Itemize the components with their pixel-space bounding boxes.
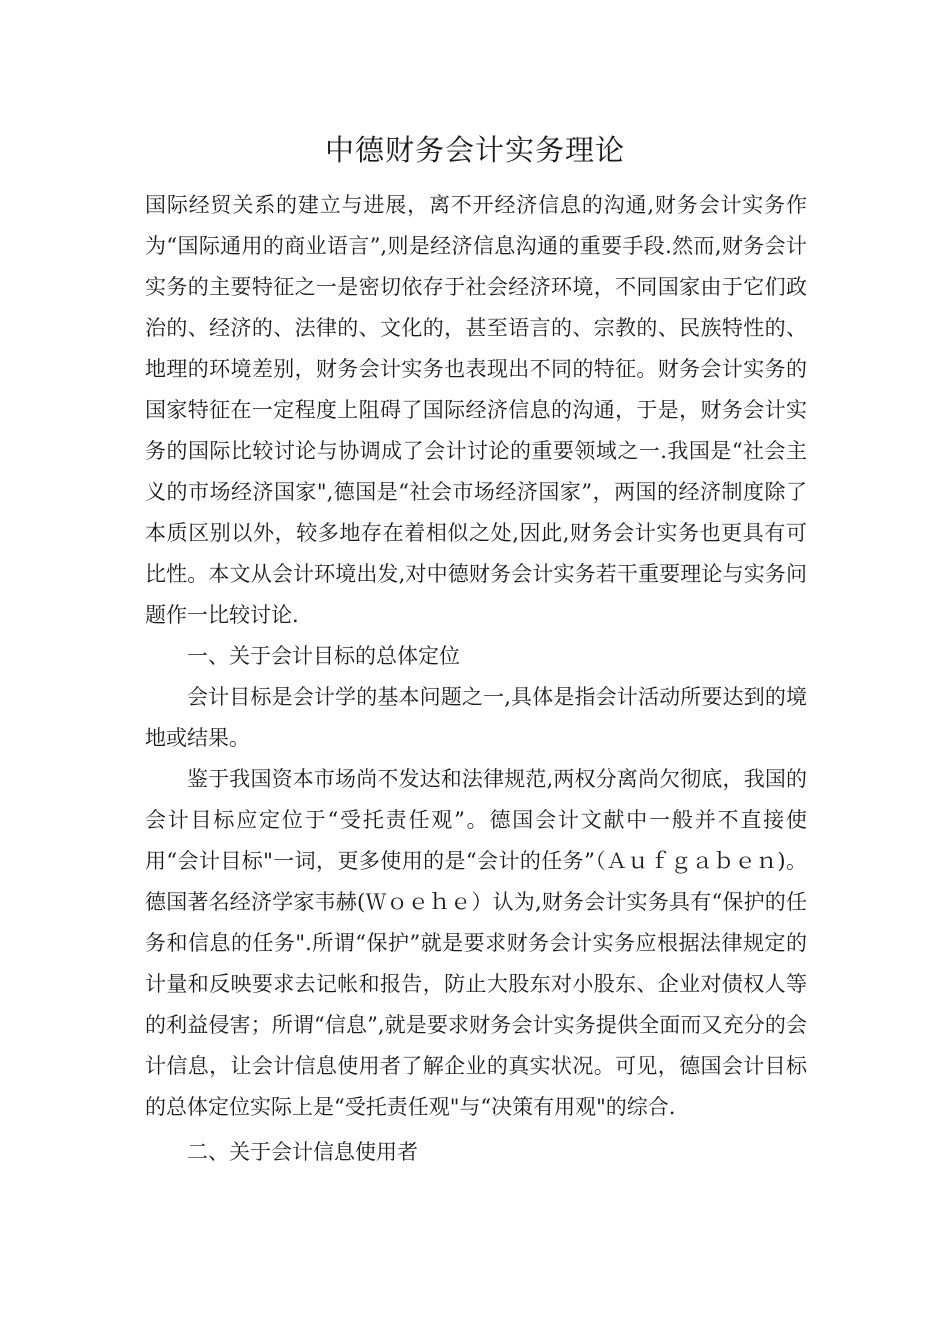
section-heading-2: 二、关于会计信息使用者 <box>187 1140 418 1164</box>
document-title: 中德财务会计实务理论 <box>324 133 625 167</box>
document-body <box>145 185 807 1173</box>
section-heading-1: 一、关于会计目标的总体定位 <box>187 644 460 668</box>
intro-paragraph: 国际经贸关系的建立与进展，离不开经济信息的沟通,财务会计实务作为“国际通用的商业语言”,则是经济信息沟通的重要手段.然而,财务会计实务的主要特征之一是密切依存于社会经济环境，不同国家由于它们政治的、经济的、法律的、文化的，甚至语言的、宗教的、民族特性的、地理的环境差别，财务会计实务也表现出不同的特征。财务会计实务的国家特征在一定程度上阻碍了国际经济信息的沟通，于是，财务会计实务的国际比较讨论与协调成了会计讨论的重要领域之一.我国是“社会主义的市场经济国家",德国是“社会市场经济国家”，两国的经济制度除了本质区别以外，较多地存在着相似之处,因此,财务会计实务也更具有可比性。本文从会计环境出发,对中德财务会计实务若干重要理论与实务问题作一比较讨论. <box>145 193 807 627</box>
paragraph-accounting-objective: 会计目标是会计学的基本问题之一,具体是指会计活动所要达到的境地或结果。 <box>145 685 807 750</box>
paragraph-china-germany-objective: 鉴于我国资本市场尚不发达和法律规范,两权分离尚欠彻底，我国的会计目标应定位于“受托责任观”。德国会计文献中一般并不直接使用“会计目标"一词，更多使用的是“会计的任务”（Ａｕｆｇａｂｅｎ)。德国著名经济学家韦赫(Ｗｏｅｈｅ）认为,财务会计实务具有“保护的任务和信息的任务".所谓“保护”就是要求财务会计实务应根据法律规定的计量和反映要求去记帐和报告，防止大股东对小股东、企业对债权人等的利益侵害；所谓“信息”,就是要求财务会计实务提供全面而又充分的会计信息，让会计信息使用者了解企业的真实状况。可见，德国会计目标的总体定位实际上是“受托责任观"与“决策有用观"的综合. <box>145 767 807 1119</box>
